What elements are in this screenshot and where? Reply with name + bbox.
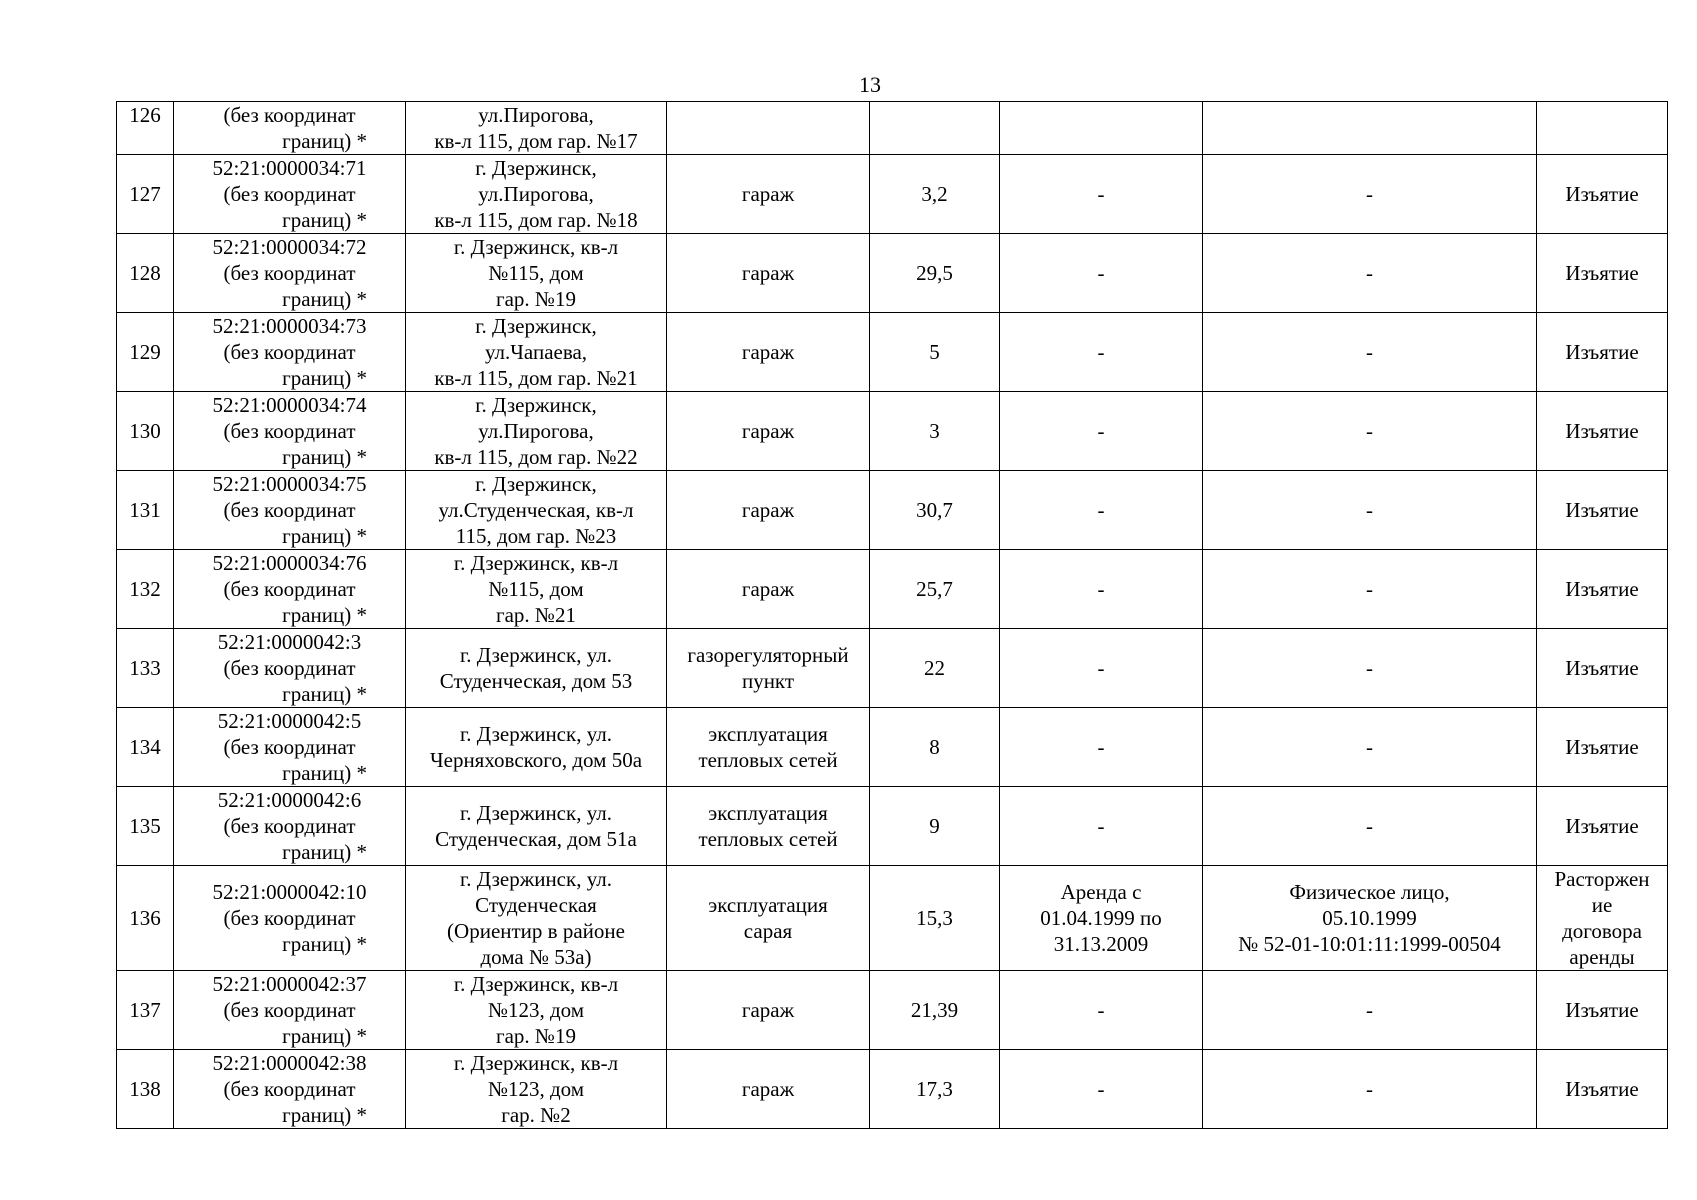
rights-holder-cell: [1203, 708, 1537, 787]
cell-line: границ) *: [282, 445, 367, 469]
cell-line: -: [1366, 814, 1373, 838]
cell-line: тепловых сетей: [698, 748, 838, 772]
cell-line: гараж: [741, 1077, 795, 1101]
purpose-cell: [667, 471, 870, 550]
cell-line: -: [1366, 577, 1373, 601]
table-row: [117, 392, 1668, 471]
cell-line: (без координат: [223, 103, 356, 127]
purpose-cell: [667, 313, 870, 392]
rights-holder-cell: [1203, 629, 1537, 708]
area-cell: 22: [870, 629, 1000, 708]
cell-line: г. Дзержинск, кв-л: [453, 972, 619, 996]
action-cell: [1537, 1050, 1668, 1129]
cadastral-number-cell: [174, 866, 406, 971]
action-cell: [1537, 392, 1668, 471]
table-row: [117, 971, 1668, 1050]
cell-line: пункт: [741, 669, 795, 693]
rights-holder-cell: [1203, 392, 1537, 471]
cell-line: границ) *: [282, 129, 367, 153]
cell-line: -: [1097, 735, 1105, 759]
cell-line: ул.Пирогова,: [478, 182, 594, 206]
cell-line: ул.Пирогова,: [478, 419, 594, 443]
cell-line: Изъятие: [1565, 419, 1639, 443]
cell-line: -: [1366, 1077, 1373, 1101]
cell-line: -: [1097, 182, 1105, 206]
cell-line: 52:21:0000042:10: [212, 880, 367, 904]
purpose-cell: [667, 102, 870, 155]
cell-line: гараж: [741, 498, 795, 522]
cell-line: 115, дом гар. №23: [455, 524, 617, 548]
encumbrance-cell: [1000, 155, 1203, 234]
cell-line: -: [1366, 656, 1373, 680]
cell-line: ул.Студенческая, кв-л: [438, 498, 634, 522]
cell-line: -: [1097, 261, 1105, 285]
cell-line: кв-л 115, дом гар. №22: [434, 445, 638, 469]
cell-line: кв-л 115, дом гар. №17: [434, 129, 638, 153]
cell-line: -: [1366, 498, 1373, 522]
encumbrance-cell: [1000, 1050, 1203, 1129]
cell-line: -: [1097, 340, 1105, 364]
cell-line: границ) *: [282, 287, 367, 311]
purpose-cell: [667, 234, 870, 313]
cell-line: -: [1097, 814, 1105, 838]
cell-line: границ) *: [282, 761, 367, 785]
cell-line: №123, дом: [487, 998, 585, 1022]
cell-line: Изъятие: [1565, 340, 1639, 364]
cell-line: гараж: [741, 419, 795, 443]
row-number-cell: 138: [117, 1050, 174, 1129]
action-cell: [1537, 155, 1668, 234]
cell-line: границ) *: [282, 1103, 367, 1127]
cell-line: эксплуатация: [708, 801, 828, 825]
cell-line: границ) *: [282, 524, 367, 548]
purpose-cell: [667, 971, 870, 1050]
cell-line: Физическое лицо,: [1289, 880, 1450, 904]
cell-line: газорегуляторный: [687, 643, 849, 667]
cell-line: 52:21:0000042:3: [217, 630, 362, 654]
cell-line: ул.Пирогова,: [478, 103, 594, 127]
address-cell: [406, 1050, 667, 1129]
cell-line: (без координат: [223, 998, 356, 1022]
cell-line: 05.10.1999: [1322, 906, 1417, 930]
purpose-cell: [667, 629, 870, 708]
cell-line: г. Дзержинск, кв-л: [453, 235, 619, 259]
rights-holder-cell: [1203, 866, 1537, 971]
cell-line: Изъятие: [1565, 182, 1639, 206]
encumbrance-cell: [1000, 471, 1203, 550]
action-cell: [1537, 313, 1668, 392]
table-row: [117, 708, 1668, 787]
row-number-cell: 131: [117, 471, 174, 550]
page-number: 13: [859, 72, 881, 97]
action-cell: [1537, 550, 1668, 629]
purpose-cell: [667, 1050, 870, 1129]
cell-line: гар. №2: [501, 1103, 571, 1127]
area-cell: [870, 102, 1000, 155]
cell-line: № 52-01-10:01:11:1999-00504: [1238, 932, 1501, 956]
row-number-cell: 135: [117, 787, 174, 866]
cadastral-number-cell: [174, 787, 406, 866]
purpose-cell: [667, 155, 870, 234]
cell-line: ул.Чапаева,: [484, 340, 588, 364]
cell-line: г. Дзержинск,: [475, 156, 597, 180]
cell-line: 01.04.1999 по: [1040, 906, 1162, 930]
cell-line: г. Дзержинск,: [475, 314, 597, 338]
purpose-cell: [667, 866, 870, 971]
encumbrance-cell: [1000, 708, 1203, 787]
purpose-cell: [667, 708, 870, 787]
table-row: [117, 629, 1668, 708]
address-cell: [406, 392, 667, 471]
table-row: [117, 102, 1668, 155]
cell-line: 52:21:0000034:72: [212, 235, 367, 259]
table-row: [117, 313, 1668, 392]
table-row: [117, 1050, 1668, 1129]
cell-line: границ) *: [282, 603, 367, 627]
cadastral-number-cell: [174, 155, 406, 234]
address-cell: [406, 102, 667, 155]
action-cell: [1537, 102, 1668, 155]
row-number-cell: 137: [117, 971, 174, 1050]
rights-holder-cell: [1203, 234, 1537, 313]
cell-line: г. Дзержинск, кв-л: [453, 551, 619, 575]
encumbrance-cell: [1000, 787, 1203, 866]
cell-line: границ) *: [282, 208, 367, 232]
encumbrance-cell: [1000, 971, 1203, 1050]
cell-line: №115, дом: [488, 261, 584, 285]
cell-line: эксплуатация: [708, 893, 828, 917]
cell-line: 31.13.2009: [1053, 932, 1149, 956]
cell-line: Расторжен: [1554, 867, 1650, 891]
cell-line: Изъятие: [1565, 1077, 1639, 1101]
cell-line: -: [1097, 498, 1105, 522]
cell-line: (без координат: [223, 498, 356, 522]
cell-line: (без координат: [223, 814, 356, 838]
area-cell: 25,7: [870, 550, 1000, 629]
cell-line: 52:21:0000034:74: [212, 393, 367, 417]
cell-line: кв-л 115, дом гар. №21: [434, 366, 638, 390]
area-cell: 17,3: [870, 1050, 1000, 1129]
row-number-cell: 128: [117, 234, 174, 313]
land-registry-table: [116, 101, 1668, 1129]
cell-line: (без координат: [223, 577, 356, 601]
table-row: [117, 234, 1668, 313]
address-cell: [406, 787, 667, 866]
cell-line: Изъятие: [1565, 261, 1639, 285]
action-cell: [1537, 629, 1668, 708]
purpose-cell: [667, 787, 870, 866]
cadastral-number-cell: [174, 471, 406, 550]
cell-line: (без координат: [223, 906, 356, 930]
cell-line: -: [1097, 577, 1105, 601]
cell-line: -: [1366, 419, 1373, 443]
cell-line: г. Дзержинск, ул.: [459, 643, 613, 667]
cell-line: 52:21:0000042:6: [217, 788, 362, 812]
cell-line: -: [1366, 735, 1373, 759]
cell-line: гар. №19: [496, 287, 576, 311]
address-cell: [406, 708, 667, 787]
cell-line: гар. №21: [496, 603, 576, 627]
encumbrance-cell: [1000, 313, 1203, 392]
cell-line: сарая: [743, 919, 793, 943]
cell-line: гараж: [741, 182, 795, 206]
cell-line: ие: [1591, 893, 1613, 917]
cell-line: -: [1097, 656, 1105, 680]
address-cell: [406, 866, 667, 971]
cadastral-number-cell: [174, 708, 406, 787]
row-number-cell: 134: [117, 708, 174, 787]
action-cell: [1537, 787, 1668, 866]
cell-line: дома № 53а): [480, 945, 592, 969]
table-row: [117, 155, 1668, 234]
cadastral-number-cell: [174, 234, 406, 313]
purpose-cell: [667, 550, 870, 629]
rights-holder-cell: [1203, 1050, 1537, 1129]
address-cell: [406, 313, 667, 392]
table-body: [117, 102, 1668, 1129]
row-number-cell: 132: [117, 550, 174, 629]
encumbrance-cell: [1000, 550, 1203, 629]
cell-line: Студенческая, дом 53: [439, 669, 633, 693]
cell-line: Аренда с: [1060, 880, 1142, 904]
row-number-cell: 126: [117, 102, 174, 155]
cell-line: 52:21:0000042:37: [212, 972, 367, 996]
encumbrance-cell: [1000, 866, 1203, 971]
action-cell: [1537, 471, 1668, 550]
cell-line: Черняховского, дом 50а: [429, 748, 643, 772]
cell-line: тепловых сетей: [698, 827, 838, 851]
area-cell: 30,7: [870, 471, 1000, 550]
cadastral-number-cell: [174, 629, 406, 708]
address-cell: [406, 629, 667, 708]
cell-line: (без координат: [223, 261, 356, 285]
cell-line: 52:21:0000034:73: [212, 314, 367, 338]
rights-holder-cell: [1203, 971, 1537, 1050]
purpose-cell: [667, 392, 870, 471]
area-cell: 3,2: [870, 155, 1000, 234]
table-row: [117, 550, 1668, 629]
cell-line: г. Дзержинск, ул.: [459, 722, 613, 746]
address-cell: [406, 550, 667, 629]
area-cell: 8: [870, 708, 1000, 787]
cadastral-number-cell: [174, 971, 406, 1050]
cell-line: 52:21:0000034:75: [212, 472, 367, 496]
cadastral-number-cell: [174, 1050, 406, 1129]
cell-line: гар. №19: [496, 1024, 576, 1048]
cell-line: границ) *: [282, 840, 367, 864]
cell-line: кв-л 115, дом гар. №18: [434, 208, 638, 232]
cell-line: границ) *: [282, 1024, 367, 1048]
cadastral-number-cell: [174, 392, 406, 471]
table-row: [117, 866, 1668, 971]
cell-line: границ) *: [282, 932, 367, 956]
row-number-cell: 136: [117, 866, 174, 971]
rights-holder-cell: [1203, 313, 1537, 392]
cell-line: г. Дзержинск,: [475, 393, 597, 417]
cell-line: -: [1097, 998, 1105, 1022]
rights-holder-cell: [1203, 155, 1537, 234]
cell-line: г. Дзержинск, кв-л: [453, 1051, 619, 1075]
address-cell: [406, 471, 667, 550]
cell-line: 52:21:0000034:71: [212, 156, 367, 180]
cell-line: Студенческая, дом 51а: [435, 827, 637, 851]
cell-line: -: [1097, 1077, 1105, 1101]
cell-line: г. Дзержинск,: [475, 472, 597, 496]
cell-line: Изъятие: [1565, 577, 1639, 601]
cell-line: аренды: [1569, 945, 1635, 969]
area-cell: 29,5: [870, 234, 1000, 313]
encumbrance-cell: [1000, 102, 1203, 155]
area-cell: 15,3: [870, 866, 1000, 971]
action-cell: [1537, 234, 1668, 313]
area-cell: 21,39: [870, 971, 1000, 1050]
cell-line: -: [1366, 998, 1373, 1022]
encumbrance-cell: [1000, 234, 1203, 313]
cell-line: Изъятие: [1565, 498, 1639, 522]
rights-holder-cell: [1203, 471, 1537, 550]
cell-line: -: [1366, 261, 1373, 285]
cell-line: границ) *: [282, 366, 367, 390]
table-row: [117, 471, 1668, 550]
action-cell: [1537, 971, 1668, 1050]
cell-line: 52:21:0000042:38: [212, 1051, 367, 1075]
cell-line: №123, дом: [487, 1077, 585, 1101]
cell-line: г. Дзержинск, ул.: [459, 867, 613, 891]
rights-holder-cell: [1203, 787, 1537, 866]
address-cell: [406, 234, 667, 313]
row-number-cell: 129: [117, 313, 174, 392]
cell-line: договора: [1562, 919, 1642, 943]
row-number-cell: 127: [117, 155, 174, 234]
area-cell: 9: [870, 787, 1000, 866]
rights-holder-cell: [1203, 550, 1537, 629]
cell-line: (без координат: [223, 419, 356, 443]
cell-line: (без координат: [223, 1077, 356, 1101]
cell-line: границ) *: [282, 682, 367, 706]
address-cell: [406, 971, 667, 1050]
cell-line: Изъятие: [1565, 735, 1639, 759]
cell-line: гараж: [741, 340, 795, 364]
cell-line: №115, дом: [488, 577, 584, 601]
row-number-cell: 130: [117, 392, 174, 471]
cell-line: (без координат: [223, 182, 356, 206]
cadastral-number-cell: [174, 313, 406, 392]
cell-line: гараж: [741, 577, 795, 601]
cell-line: -: [1366, 340, 1373, 364]
cadastral-number-cell: [174, 102, 406, 155]
area-cell: 3: [870, 392, 1000, 471]
rights-holder-cell: [1203, 102, 1537, 155]
address-cell: [406, 155, 667, 234]
encumbrance-cell: [1000, 629, 1203, 708]
table-row: [117, 787, 1668, 866]
cell-line: -: [1366, 182, 1373, 206]
cell-line: -: [1097, 419, 1105, 443]
area-cell: 5: [870, 313, 1000, 392]
cell-line: гараж: [741, 998, 795, 1022]
cell-line: 52:21:0000034:76: [212, 551, 367, 575]
cell-line: (без координат: [223, 735, 356, 759]
cell-line: Студенческая: [475, 893, 597, 917]
cell-line: эксплуатация: [708, 722, 828, 746]
cell-line: Изъятие: [1565, 814, 1639, 838]
action-cell: [1537, 866, 1668, 971]
cell-line: (без координат: [223, 340, 356, 364]
cell-line: (без координат: [223, 656, 356, 680]
cell-line: Изъятие: [1565, 998, 1639, 1022]
cell-line: (Ориентир в районе: [447, 919, 625, 943]
cadastral-number-cell: [174, 550, 406, 629]
cell-line: г. Дзержинск, ул.: [459, 801, 613, 825]
action-cell: [1537, 708, 1668, 787]
cell-line: гараж: [741, 261, 795, 285]
row-number-cell: 133: [117, 629, 174, 708]
encumbrance-cell: [1000, 392, 1203, 471]
cell-line: 52:21:0000042:5: [217, 709, 362, 733]
cell-line: Изъятие: [1565, 656, 1639, 680]
